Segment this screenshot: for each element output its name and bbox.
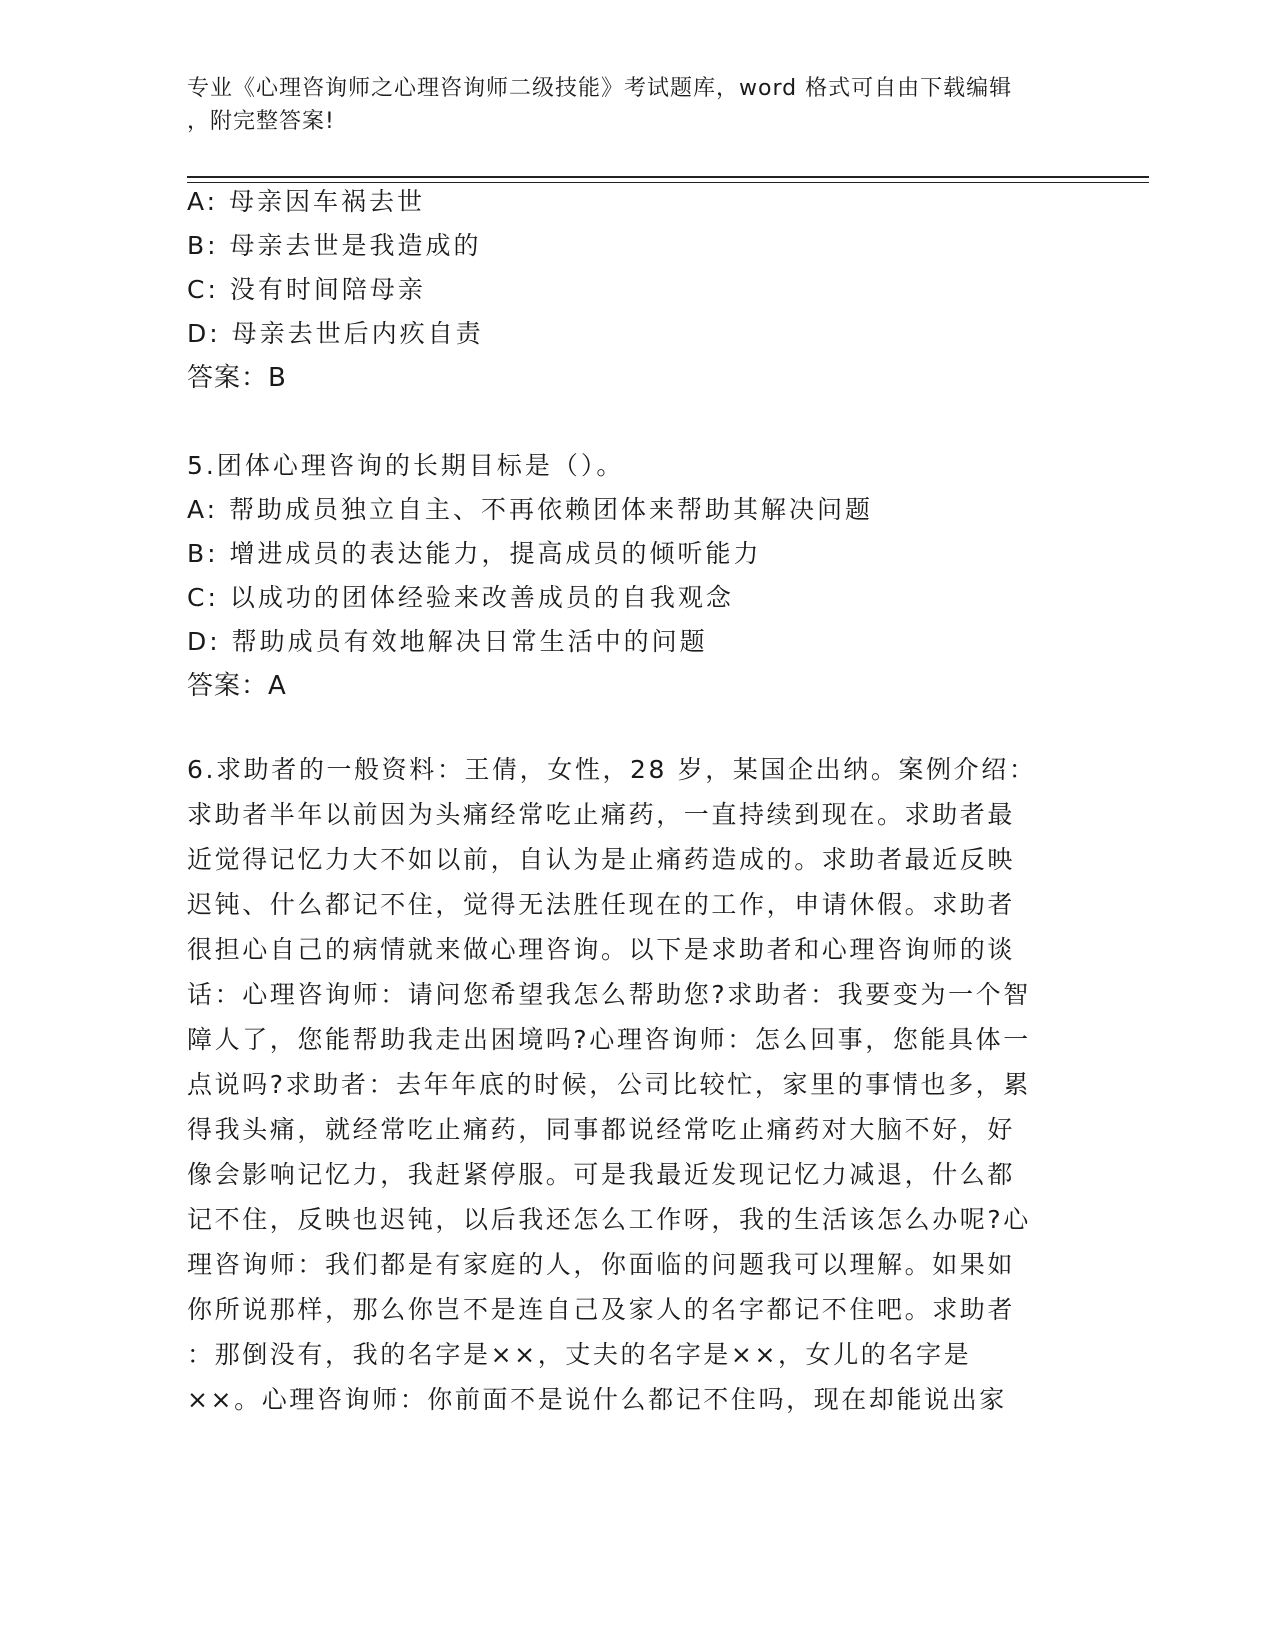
q6-line: 迟钝、什么都记不住，觉得无法胜任现在的工作，申请休假。求助者: [187, 890, 1016, 919]
q6-line: 话：心理咨询师：请问您希望我怎么帮助您?求助者：我要变为一个智: [187, 980, 1031, 1009]
q4-option-b: B: 母亲去世是我造成的: [187, 231, 482, 260]
q5-option-d: D: 帮助成员有效地解决日常生活中的问题: [187, 627, 708, 656]
q6-line: 理咨询师：我们都是有家庭的人，你面临的问题我可以理解。如果如: [187, 1250, 1016, 1279]
q6-line: ：那倒没有，我的名字是××，丈夫的名字是××，女儿的名字是: [187, 1340, 972, 1369]
q6-line: 得我头痛，就经常吃止痛药，同事都说经常吃止痛药对大脑不好，好: [187, 1115, 1016, 1144]
q5-stem: 5.团体心理咨询的长期目标是（）。: [187, 451, 625, 480]
q6-line: 近觉得记忆力大不如以前，自认为是止痛药造成的。求助者最近反映: [187, 845, 1016, 874]
document-header: [187, 72, 1067, 138]
q6-line: 记不住，反映也迟钝，以后我还怎么工作呀，我的生活该怎么办呢?心: [187, 1205, 1031, 1234]
q5-answer: 答案：A: [187, 671, 287, 701]
q4-answer: 答案：B: [187, 363, 287, 393]
q6-line: 点说吗?求助者：去年年底的时候，公司比较忙，家里的事情也多，累: [187, 1070, 1031, 1099]
header-divider-thick: [187, 176, 1149, 178]
q6-line: 像会影响记忆力，我赶紧停服。可是我最近发现记忆力减退，什么都: [187, 1160, 1016, 1189]
q6-line: 6.求助者的一般资料：王倩，女性，28 岁，某国企出纳。案例介绍：: [187, 755, 1037, 784]
q5-option-b: B: 增进成员的表达能力，提高成员的倾听能力: [187, 539, 762, 568]
q6-line: 你所说那样，那么你岂不是连自己及家人的名字都记不住吧。求助者: [187, 1295, 1016, 1324]
header-divider-thin: [187, 182, 1149, 183]
q6-line: 障人了，您能帮助我走出困境吗?心理咨询师：怎么回事，您能具体一: [187, 1025, 1031, 1054]
q6-line: 求助者半年以前因为头痛经常吃止痛药，一直持续到现在。求助者最: [187, 800, 1016, 829]
q5-option-c: C: 以成功的团体经验来改善成员的自我观念: [187, 583, 734, 612]
q6-case-paragraph: [187, 747, 1067, 1422]
q4-option-c: C: 没有时间陪母亲: [187, 275, 426, 304]
q6-line: 很担心自己的病情就来做心理咨询。以下是求助者和心理咨询师的谈: [187, 935, 1016, 964]
q4-option-a: A: 母亲因车祸去世: [187, 187, 426, 216]
header-line-2: ，附完整答案!: [187, 109, 335, 134]
header-line-1: 专业《心理咨询师之心理咨询师二级技能》考试题库，word 格式可自由下载编辑: [187, 76, 1013, 101]
q6-line: ××。心理咨询师：你前面不是说什么都记不住吗，现在却能说出家: [187, 1385, 1007, 1414]
q5-option-a: A: 帮助成员独立自主、不再依赖团体来帮助其解决问题: [187, 495, 874, 524]
q4-option-d: D: 母亲去世后内疚自责: [187, 319, 484, 348]
